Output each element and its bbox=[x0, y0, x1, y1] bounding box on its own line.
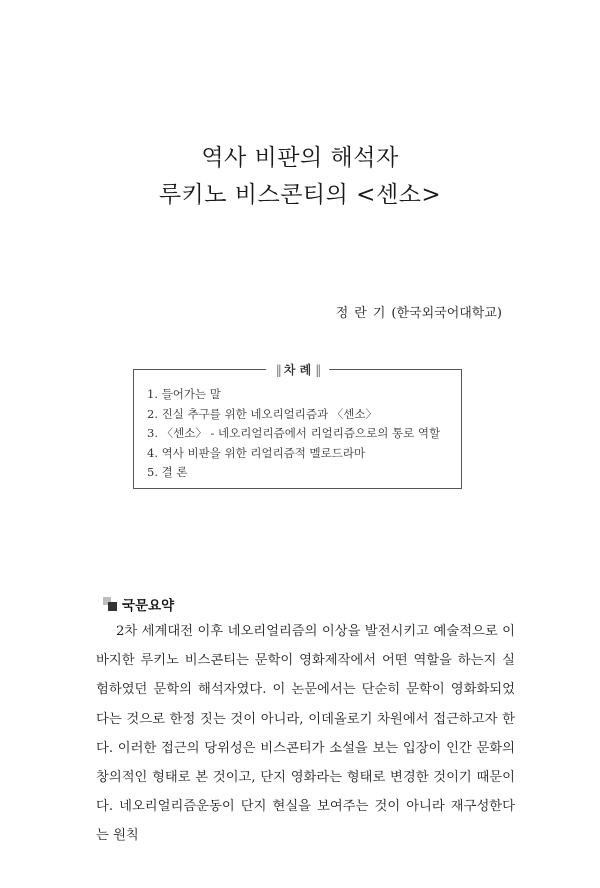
author-line bbox=[336, 302, 502, 321]
double-bar-right-icon: || bbox=[315, 363, 320, 377]
square-bullet-icon bbox=[103, 597, 117, 611]
toc-item-1: 1. 들어가는 말 bbox=[147, 387, 221, 401]
toc-item-4: 4. 역사 비판을 위한 리얼리즘적 멜로드라마 bbox=[147, 445, 366, 460]
author-name: 정란기 bbox=[335, 306, 392, 321]
author-affiliation: (한국외국어대학교) bbox=[391, 306, 502, 321]
paper-title-line-1: 역사 비판의 해석자 bbox=[201, 145, 399, 171]
toc-heading bbox=[266, 360, 330, 380]
table-of-contents bbox=[133, 363, 462, 489]
toc-item-3: 3. 〈센소〉 - 네오리얼리즘에서 리얼리즘으로의 통로 역할 bbox=[147, 426, 441, 440]
toc-item-5: 5. 결 론 bbox=[147, 465, 188, 479]
toc-list bbox=[147, 385, 440, 483]
toc-heading-label: 차 례 bbox=[283, 363, 312, 377]
toc-item-2: 2. 진실 추구를 위한 네오리얼리즘과 〈센소〉 bbox=[147, 406, 377, 421]
paper-title-line-2: 루키노 비스콘티의 <센소> bbox=[158, 182, 442, 208]
abstract-body: 2차 세계대전 이후 네오리얼리즘의 이상을 발전시키고 예술적으로 이바지한 루키노 비스콘티는 문학이 영화제작에서 어떤 역할을 하는지 실험하였던 문학의 해석자였다. 이 논문에서는 단순히 문학이 영화화되었다는 것으로 한정 짓는 것이 아니라, 이데올로기 차원에서 접근하고자 한다. 이러한 접근의 당위성은 비스콘티가 소설을 보는 입장이 인간 문화의 창의적인 형태로 본 것이고, 단지 영화라는 형태로 변경한 것이기 때문이다. 네오리얼리즘운동이 단지 현실을 보여주는 것이 아니라 재구성한다는 원칙 bbox=[96, 624, 515, 844]
abstract-heading bbox=[103, 594, 174, 614]
abstract-heading-label: 국문요약 bbox=[122, 598, 175, 614]
double-bar-left-icon: || bbox=[275, 363, 280, 377]
